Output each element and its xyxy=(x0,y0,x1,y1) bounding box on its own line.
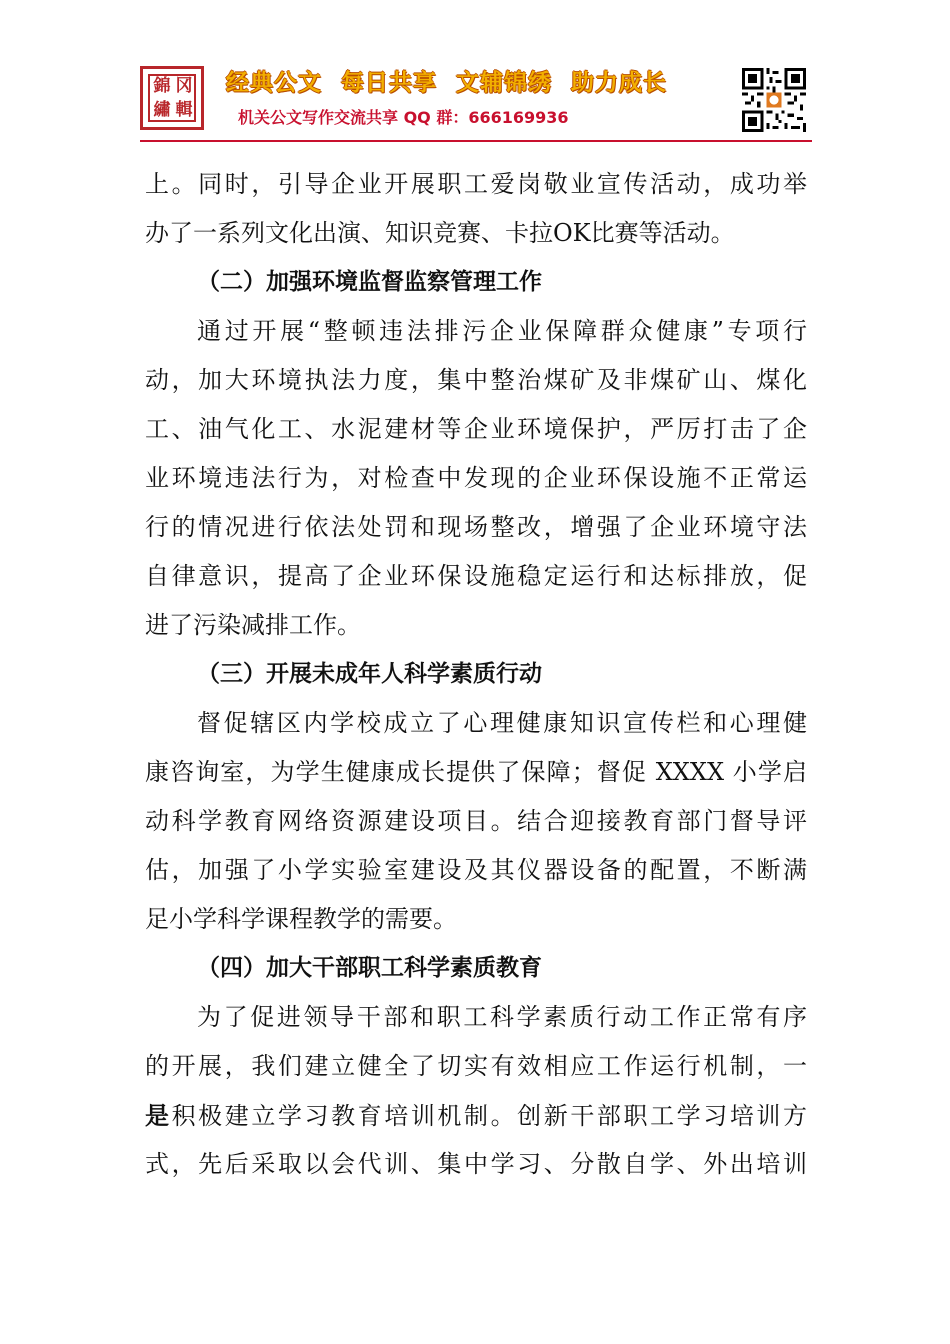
slogan-part: 经典公文 xyxy=(226,70,322,96)
header-slogan xyxy=(226,66,726,100)
header-divider xyxy=(140,140,812,142)
text-line: 式，先后采取以会代训、集中学习、分散自学、外出培训 xyxy=(145,1150,807,1178)
logo-char: 繡 xyxy=(153,100,171,120)
text-line: 为了促进领导干部和职工科学素质行动工作正常有序 xyxy=(197,1003,807,1031)
text-run: 积极建立学习教育培训机制。创新干部职工学习培训方 xyxy=(171,1102,807,1130)
bold-lead: 是 xyxy=(145,1101,172,1130)
text-line: 督促辖区内学校成立了心理健康知识宣传栏和心理健 xyxy=(197,709,807,737)
text-line: 进了污染减排工作。 xyxy=(145,611,361,639)
slogan-part: 助力成长 xyxy=(571,70,668,96)
section-heading-3: （三）开展未成年人科学素质行动 xyxy=(197,661,542,687)
section-heading-2: （二）加强环境监督监察管理工作 xyxy=(197,269,542,295)
text-line: 足小学科学课程教学的需要。 xyxy=(145,905,457,933)
text-line: 动科学教育网络资源建设项目。结合迎接教育部门督导评 xyxy=(145,807,807,835)
text-line: 办了一系列文化出演、知识竞赛、卡拉OK比赛等活动。 xyxy=(145,219,735,247)
header-banner xyxy=(140,66,810,138)
logo-char: 冈 xyxy=(175,76,193,96)
logo-char: 錦 xyxy=(153,76,171,96)
text-line: 上。同时，引导企业开展职工爱岗敬业宣传活动，成功举 xyxy=(145,170,807,198)
text-line: 行的情况进行依法处罚和现场整改，增强了企业环境守法 xyxy=(145,513,807,541)
text-line: 的开展，我们建立健全了切实有效相应工作运行机制，一 xyxy=(145,1052,807,1080)
text-line: 估，加强了小学实验室建设及其仪器设备的配置，不断满 xyxy=(145,856,807,884)
document-body xyxy=(145,160,807,1189)
text-line: 动，加大环境执法力度，集中整治煤矿及非煤矿山、煤化 xyxy=(145,366,807,394)
text-line xyxy=(145,1091,807,1140)
qq-group-line: 机关公文写作交流共享 QQ 群：666169936 xyxy=(238,108,569,127)
text-line: 业环境违法行为，对检查中发现的企业环保设施不正常运 xyxy=(145,464,807,492)
text-line: 工、油气化工、水泥建材等企业环境保护，严厉打击了企 xyxy=(145,415,807,443)
logo-char: 輯 xyxy=(175,100,193,120)
text-line: 康咨询室，为学生健康成长提供了保障；督促 XXXX 小学启 xyxy=(145,758,807,786)
text-line: 通过开展“整顿违法排污企业保障群众健康”专项行 xyxy=(197,317,807,345)
slogan-part: 每日共享 xyxy=(341,70,438,96)
seal-logo xyxy=(140,66,204,130)
text-line: 自律意识，提高了企业环保设施稳定运行和达标排放，促 xyxy=(145,562,807,590)
section-heading-4: （四）加大干部职工科学素质教育 xyxy=(197,955,542,981)
slogan-part: 文辅锦绣 xyxy=(456,70,553,96)
qr-code-icon xyxy=(742,68,806,132)
